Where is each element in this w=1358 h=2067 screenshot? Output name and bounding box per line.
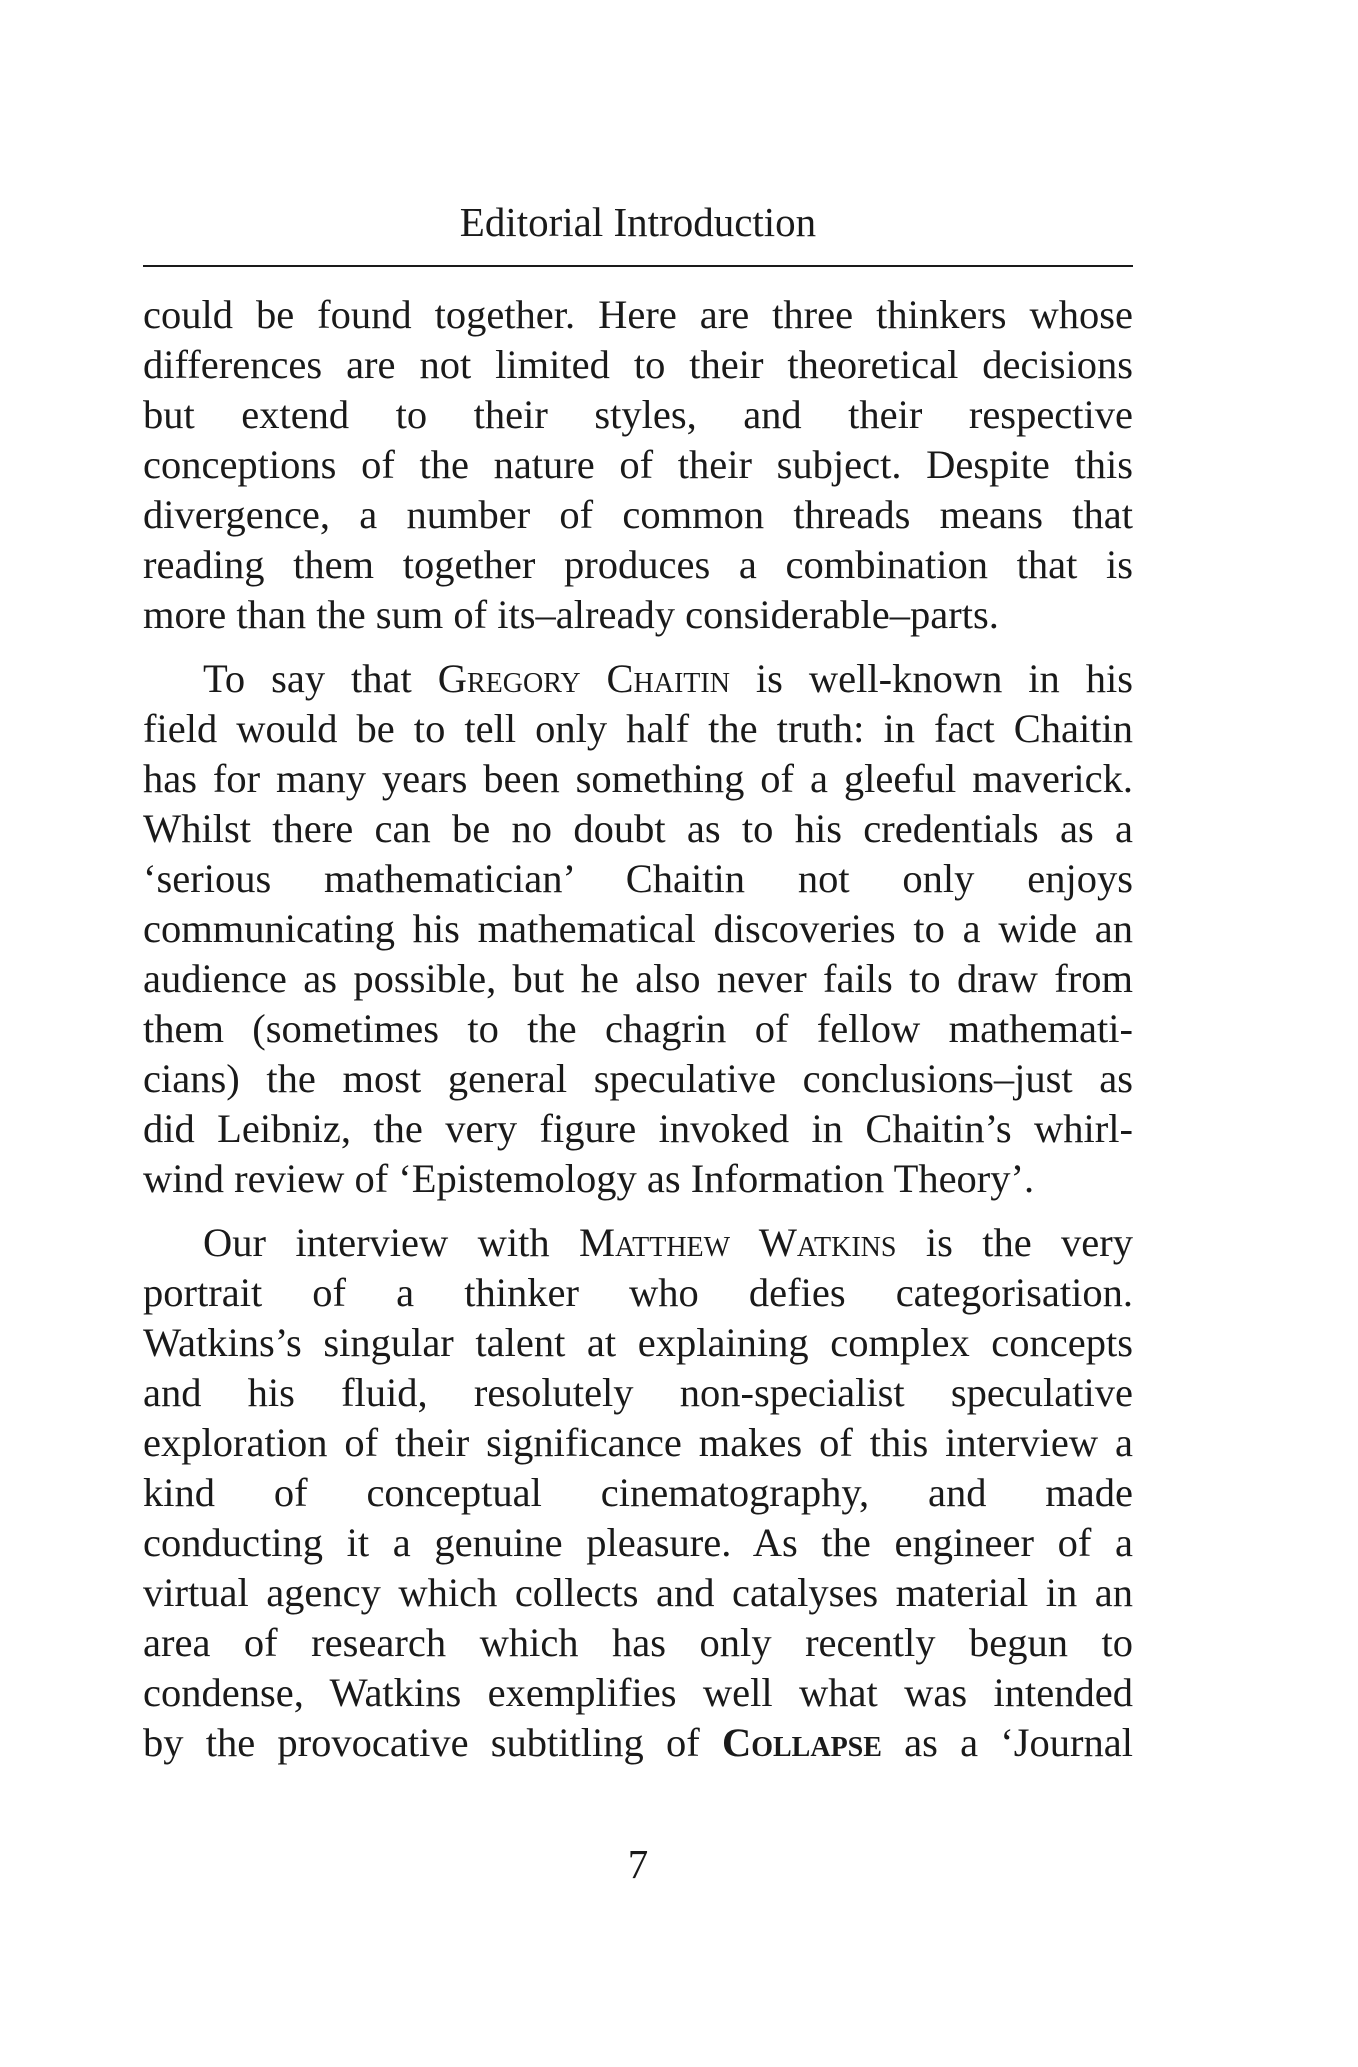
text-line: them (sometimes to the chagrin of fellow mathemati- [143,1006,1133,1051]
text-line: more than the sum of its–already considerable–parts. [143,592,999,637]
paragraph-2 [143,654,1133,1204]
text-line: Whilst there can be no doubt as to his credentials as a [143,806,1133,851]
text-line: did Leibniz, the very figure invoked in Chaitin’s whirl- [143,1106,1133,1151]
text-line: differences are not limited to their theoretical decisions [143,342,1133,387]
text-line: condense, Watkins exemplifies well what was intended [143,1670,1133,1715]
text-line: exploration of their significance makes of this interview a [143,1420,1133,1465]
header-rule [143,265,1133,267]
text-line: kind of conceptual cinematography, and made [143,1470,1133,1515]
text-line: To say that Gregory Chaitin is well-known in his [203,656,1133,701]
text-line: area of research which has only recently begun to [143,1620,1133,1665]
text-line: conceptions of the nature of their subject. Despite this [143,442,1133,487]
running-head: Editorial Introduction [459,199,817,245]
author-name-watkins: Matthew Watkins [578,1220,897,1265]
text-line: divergence, a number of common threads means that [143,492,1133,537]
body-text [143,290,1133,1768]
paragraph-1 [143,290,1133,640]
text-line: Our interview with Matthew Watkins is the very [203,1220,1133,1265]
text-line: field would be to tell only half the truth: in fact Chaitin [143,706,1133,751]
text-line: communicating his mathematical discoveries to a wide an [143,906,1133,951]
text-line: and his fluid, resolutely non-specialist speculative [143,1370,1133,1415]
text-line: could be found together. Here are three thinkers whose [143,292,1133,337]
text-line: audience as possible, but he also never fails to draw from [143,956,1133,1001]
journal-title: Collapse [721,1720,882,1765]
text-line: by the provocative subtitling of Collapse as a ‘Journal [143,1720,1133,1765]
text-line: Watkins’s singular talent at explaining complex concepts [143,1320,1133,1365]
author-name-chaitin: Gregory Chaitin [437,656,730,701]
text-line: ‘serious mathematician’ Chaitin not only enjoys [143,856,1133,901]
text-line: cians) the most general speculative conclusions–just as [143,1056,1133,1101]
page-number: 7 [627,1841,649,1887]
text-line: conducting it a genuine pleasure. As the engineer of a [143,1520,1133,1565]
text-line: but extend to their styles, and their respective [143,392,1133,437]
text-line: has for many years been something of a gleeful maverick. [143,756,1133,801]
text-line: virtual agency which collects and catalyses material in an [143,1570,1133,1615]
text-line: portrait of a thinker who defies categorisation. [143,1270,1133,1315]
paragraph-3 [143,1218,1133,1768]
text-line: reading them together produces a combination that is [143,542,1133,587]
text-line: wind review of ‘Epistemology as Information Theory’. [143,1156,1035,1201]
